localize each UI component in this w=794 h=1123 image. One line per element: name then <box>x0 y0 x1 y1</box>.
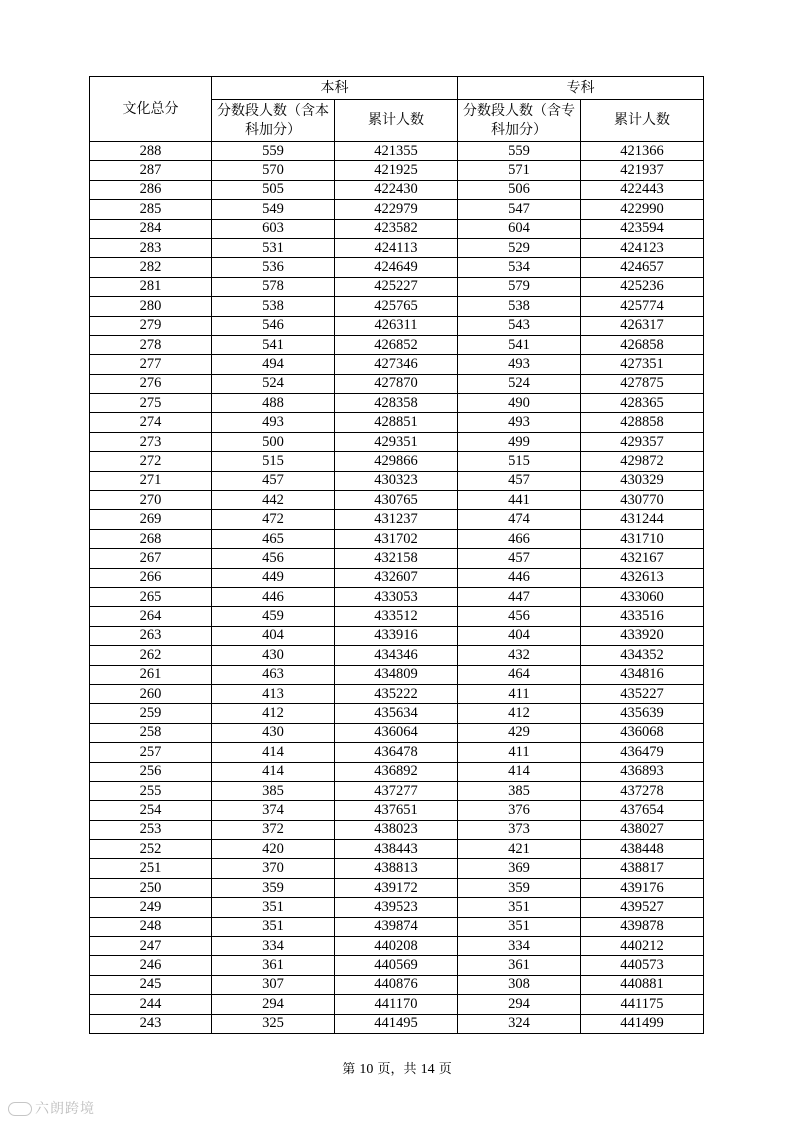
cell-benke-count: 456 <box>212 549 335 568</box>
table-row <box>90 917 704 936</box>
cell-score: 256 <box>90 762 212 781</box>
cell-zhuanke-count: 466 <box>458 529 581 548</box>
cell-benke-cumulative: 435634 <box>335 704 458 723</box>
cell-zhuanke-count: 412 <box>458 704 581 723</box>
cell-zhuanke-cumulative: 425774 <box>581 297 704 316</box>
watermark <box>8 1098 95 1118</box>
cell-benke-cumulative: 440208 <box>335 937 458 956</box>
cell-benke-cumulative: 438443 <box>335 840 458 859</box>
cell-zhuanke-count: 457 <box>458 471 581 490</box>
table-row <box>90 432 704 451</box>
cell-score: 286 <box>90 180 212 199</box>
cell-benke-count: 359 <box>212 878 335 897</box>
cell-benke-count: 414 <box>212 762 335 781</box>
cell-score: 280 <box>90 297 212 316</box>
cell-zhuanke-cumulative: 423594 <box>581 219 704 238</box>
cell-score: 287 <box>90 161 212 180</box>
table-row <box>90 781 704 800</box>
cell-zhuanke-cumulative: 435639 <box>581 704 704 723</box>
cell-benke-count: 472 <box>212 510 335 529</box>
table-row <box>90 878 704 897</box>
cell-zhuanke-cumulative: 430329 <box>581 471 704 490</box>
cell-zhuanke-cumulative: 422443 <box>581 180 704 199</box>
cell-benke-cumulative: 439172 <box>335 878 458 897</box>
cell-zhuanke-count: 334 <box>458 937 581 956</box>
cell-zhuanke-count: 411 <box>458 684 581 703</box>
cell-zhuanke-cumulative: 424657 <box>581 258 704 277</box>
cell-zhuanke-cumulative: 439878 <box>581 917 704 936</box>
cell-benke-count: 294 <box>212 995 335 1014</box>
cell-benke-cumulative: 428851 <box>335 413 458 432</box>
cell-score: 259 <box>90 704 212 723</box>
header-score: 文化总分 <box>90 77 212 142</box>
cell-zhuanke-cumulative: 437278 <box>581 781 704 800</box>
table-row <box>90 587 704 606</box>
cell-benke-count: 493 <box>212 413 335 432</box>
cell-zhuanke-cumulative: 441499 <box>581 1014 704 1033</box>
cell-score: 264 <box>90 607 212 626</box>
cell-score: 244 <box>90 995 212 1014</box>
page-footer <box>0 1058 794 1078</box>
cell-benke-count: 546 <box>212 316 335 335</box>
table-row <box>90 995 704 1014</box>
table-row <box>90 355 704 374</box>
cell-benke-cumulative: 438023 <box>335 820 458 839</box>
cell-benke-count: 515 <box>212 452 335 471</box>
cell-benke-count: 442 <box>212 491 335 510</box>
cell-zhuanke-count: 571 <box>458 161 581 180</box>
cell-benke-cumulative: 441495 <box>335 1014 458 1033</box>
cell-zhuanke-count: 421 <box>458 840 581 859</box>
cell-benke-cumulative: 431237 <box>335 510 458 529</box>
cell-score: 275 <box>90 394 212 413</box>
score-distribution-table <box>89 76 704 1034</box>
cell-score: 279 <box>90 316 212 335</box>
cell-zhuanke-cumulative: 427875 <box>581 374 704 393</box>
cell-zhuanke-cumulative: 441175 <box>581 995 704 1014</box>
cell-score: 277 <box>90 355 212 374</box>
table-row <box>90 801 704 820</box>
cell-benke-cumulative: 430323 <box>335 471 458 490</box>
table-row <box>90 549 704 568</box>
cell-zhuanke-count: 493 <box>458 413 581 432</box>
cell-score: 266 <box>90 568 212 587</box>
cell-benke-count: 524 <box>212 374 335 393</box>
header-benke-cumulative: 累计人数 <box>335 100 458 142</box>
cell-benke-count: 457 <box>212 471 335 490</box>
cell-zhuanke-cumulative: 439527 <box>581 898 704 917</box>
cell-score: 288 <box>90 142 212 161</box>
cell-benke-count: 420 <box>212 840 335 859</box>
cell-benke-count: 541 <box>212 335 335 354</box>
table-row <box>90 975 704 994</box>
cell-zhuanke-count: 441 <box>458 491 581 510</box>
footer-middle: 页，共 <box>377 1062 417 1077</box>
cell-score: 265 <box>90 587 212 606</box>
cell-benke-cumulative: 435222 <box>335 684 458 703</box>
table-row <box>90 277 704 296</box>
cell-benke-cumulative: 421925 <box>335 161 458 180</box>
header-zhuanke: 专科 <box>458 77 704 100</box>
cell-benke-cumulative: 434346 <box>335 646 458 665</box>
cell-benke-cumulative: 436064 <box>335 723 458 742</box>
cell-score: 281 <box>90 277 212 296</box>
cell-zhuanke-cumulative: 431710 <box>581 529 704 548</box>
cell-score: 282 <box>90 258 212 277</box>
cell-benke-cumulative: 427870 <box>335 374 458 393</box>
cell-benke-cumulative: 422979 <box>335 200 458 219</box>
cell-score: 276 <box>90 374 212 393</box>
cell-benke-count: 538 <box>212 297 335 316</box>
table-row <box>90 510 704 529</box>
cell-zhuanke-count: 559 <box>458 142 581 161</box>
cell-zhuanke-cumulative: 434352 <box>581 646 704 665</box>
cell-zhuanke-count: 529 <box>458 238 581 257</box>
cell-zhuanke-count: 308 <box>458 975 581 994</box>
cell-score: 284 <box>90 219 212 238</box>
cell-score: 285 <box>90 200 212 219</box>
cell-benke-count: 404 <box>212 626 335 645</box>
cell-zhuanke-count: 579 <box>458 277 581 296</box>
cell-score: 257 <box>90 743 212 762</box>
cell-zhuanke-count: 524 <box>458 374 581 393</box>
cell-benke-count: 414 <box>212 743 335 762</box>
cell-zhuanke-cumulative: 438448 <box>581 840 704 859</box>
table-row <box>90 258 704 277</box>
cell-zhuanke-cumulative: 434816 <box>581 665 704 684</box>
cell-zhuanke-cumulative: 425236 <box>581 277 704 296</box>
cell-score: 245 <box>90 975 212 994</box>
cell-zhuanke-cumulative: 430770 <box>581 491 704 510</box>
cell-benke-cumulative: 424113 <box>335 238 458 257</box>
cell-benke-count: 603 <box>212 219 335 238</box>
table-row <box>90 142 704 161</box>
cell-zhuanke-count: 351 <box>458 898 581 917</box>
cell-zhuanke-count: 404 <box>458 626 581 645</box>
cell-benke-cumulative: 421355 <box>335 142 458 161</box>
cell-score: 260 <box>90 684 212 703</box>
table-row <box>90 626 704 645</box>
cell-score: 263 <box>90 626 212 645</box>
table-row <box>90 743 704 762</box>
cell-zhuanke-count: 369 <box>458 859 581 878</box>
footer-suffix: 页 <box>438 1062 452 1077</box>
cell-zhuanke-cumulative: 432613 <box>581 568 704 587</box>
cell-benke-count: 465 <box>212 529 335 548</box>
table-row <box>90 374 704 393</box>
cell-benke-count: 351 <box>212 917 335 936</box>
table-row <box>90 859 704 878</box>
watermark-text: 六朗跨境 <box>35 1101 95 1117</box>
cell-benke-cumulative: 426852 <box>335 335 458 354</box>
cell-score: 252 <box>90 840 212 859</box>
cell-benke-count: 549 <box>212 200 335 219</box>
cell-zhuanke-cumulative: 436893 <box>581 762 704 781</box>
cell-zhuanke-cumulative: 432167 <box>581 549 704 568</box>
cell-zhuanke-count: 543 <box>458 316 581 335</box>
cell-benke-count: 361 <box>212 956 335 975</box>
cell-zhuanke-cumulative: 431244 <box>581 510 704 529</box>
cell-zhuanke-cumulative: 438817 <box>581 859 704 878</box>
cell-benke-count: 334 <box>212 937 335 956</box>
cell-benke-cumulative: 441170 <box>335 995 458 1014</box>
cell-score: 247 <box>90 937 212 956</box>
cell-benke-count: 372 <box>212 820 335 839</box>
cell-zhuanke-cumulative: 433060 <box>581 587 704 606</box>
cell-score: 248 <box>90 917 212 936</box>
cell-benke-count: 500 <box>212 432 335 451</box>
cell-benke-cumulative: 425227 <box>335 277 458 296</box>
table-row <box>90 335 704 354</box>
cell-benke-cumulative: 436892 <box>335 762 458 781</box>
cell-zhuanke-cumulative: 433516 <box>581 607 704 626</box>
header-benke-count: 分数段人数（含本科加分） <box>212 100 335 142</box>
cell-zhuanke-count: 456 <box>458 607 581 626</box>
cell-benke-cumulative: 433053 <box>335 587 458 606</box>
cell-benke-cumulative: 438813 <box>335 859 458 878</box>
cell-zhuanke-count: 446 <box>458 568 581 587</box>
table-row <box>90 840 704 859</box>
cell-benke-cumulative: 428358 <box>335 394 458 413</box>
cell-zhuanke-cumulative: 429872 <box>581 452 704 471</box>
cell-zhuanke-count: 538 <box>458 297 581 316</box>
table-row <box>90 684 704 703</box>
cell-benke-cumulative: 437277 <box>335 781 458 800</box>
cell-benke-count: 559 <box>212 142 335 161</box>
cell-zhuanke-count: 474 <box>458 510 581 529</box>
cell-zhuanke-cumulative: 439176 <box>581 878 704 897</box>
cell-zhuanke-cumulative: 428858 <box>581 413 704 432</box>
cell-benke-count: 531 <box>212 238 335 257</box>
cell-score: 283 <box>90 238 212 257</box>
cell-benke-cumulative: 429351 <box>335 432 458 451</box>
cell-benke-count: 370 <box>212 859 335 878</box>
cell-zhuanke-count: 499 <box>458 432 581 451</box>
table-row <box>90 529 704 548</box>
cell-zhuanke-cumulative: 440881 <box>581 975 704 994</box>
cell-zhuanke-cumulative: 426858 <box>581 335 704 354</box>
table-row <box>90 898 704 917</box>
cell-zhuanke-count: 414 <box>458 762 581 781</box>
table-row <box>90 646 704 665</box>
cell-benke-count: 307 <box>212 975 335 994</box>
cell-benke-count: 446 <box>212 587 335 606</box>
cell-zhuanke-count: 432 <box>458 646 581 665</box>
table-row <box>90 607 704 626</box>
cell-benke-count: 494 <box>212 355 335 374</box>
cell-score: 258 <box>90 723 212 742</box>
table-row <box>90 568 704 587</box>
cell-zhuanke-cumulative: 427351 <box>581 355 704 374</box>
cell-zhuanke-cumulative: 429357 <box>581 432 704 451</box>
cell-score: 273 <box>90 432 212 451</box>
cell-score: 249 <box>90 898 212 917</box>
cell-benke-count: 374 <box>212 801 335 820</box>
cell-zhuanke-count: 359 <box>458 878 581 897</box>
table-row <box>90 161 704 180</box>
cell-zhuanke-count: 464 <box>458 665 581 684</box>
cell-benke-cumulative: 439874 <box>335 917 458 936</box>
table-row <box>90 665 704 684</box>
cell-zhuanke-count: 493 <box>458 355 581 374</box>
cell-score: 255 <box>90 781 212 800</box>
footer-prefix: 第 <box>342 1062 356 1077</box>
table-row <box>90 316 704 335</box>
cell-zhuanke-count: 515 <box>458 452 581 471</box>
cell-benke-cumulative: 427346 <box>335 355 458 374</box>
cell-zhuanke-cumulative: 426317 <box>581 316 704 335</box>
cell-score: 274 <box>90 413 212 432</box>
table-row <box>90 452 704 471</box>
cell-benke-cumulative: 434809 <box>335 665 458 684</box>
cell-zhuanke-cumulative: 438027 <box>581 820 704 839</box>
cell-zhuanke-cumulative: 428365 <box>581 394 704 413</box>
cell-score: 246 <box>90 956 212 975</box>
cell-score: 268 <box>90 529 212 548</box>
cell-zhuanke-cumulative: 433920 <box>581 626 704 645</box>
logo-icon <box>8 1102 32 1116</box>
table-row <box>90 413 704 432</box>
table-row <box>90 238 704 257</box>
cell-score: 270 <box>90 491 212 510</box>
cell-benke-cumulative: 432607 <box>335 568 458 587</box>
cell-benke-cumulative: 439523 <box>335 898 458 917</box>
cell-zhuanke-cumulative: 421366 <box>581 142 704 161</box>
cell-benke-cumulative: 433916 <box>335 626 458 645</box>
cell-zhuanke-count: 411 <box>458 743 581 762</box>
cell-score: 254 <box>90 801 212 820</box>
header-zhuanke-cumulative: 累计人数 <box>581 100 704 142</box>
cell-benke-count: 325 <box>212 1014 335 1033</box>
cell-zhuanke-cumulative: 421937 <box>581 161 704 180</box>
cell-zhuanke-count: 506 <box>458 180 581 199</box>
cell-benke-cumulative: 424649 <box>335 258 458 277</box>
cell-zhuanke-cumulative: 440573 <box>581 956 704 975</box>
cell-benke-cumulative: 433512 <box>335 607 458 626</box>
table-body <box>90 142 704 1034</box>
cell-zhuanke-cumulative: 440212 <box>581 937 704 956</box>
table-row <box>90 937 704 956</box>
table-row <box>90 956 704 975</box>
table-row <box>90 297 704 316</box>
footer-current-page: 10 <box>359 1062 374 1077</box>
header-benke: 本科 <box>212 77 458 100</box>
cell-benke-cumulative: 423582 <box>335 219 458 238</box>
table-row <box>90 471 704 490</box>
cell-zhuanke-cumulative: 436068 <box>581 723 704 742</box>
table-row <box>90 394 704 413</box>
table-row <box>90 491 704 510</box>
cell-zhuanke-count: 547 <box>458 200 581 219</box>
table-row <box>90 762 704 781</box>
cell-benke-count: 459 <box>212 607 335 626</box>
cell-zhuanke-count: 361 <box>458 956 581 975</box>
table-row <box>90 704 704 723</box>
cell-benke-cumulative: 430765 <box>335 491 458 510</box>
cell-score: 267 <box>90 549 212 568</box>
cell-zhuanke-count: 534 <box>458 258 581 277</box>
cell-benke-cumulative: 437651 <box>335 801 458 820</box>
cell-zhuanke-count: 541 <box>458 335 581 354</box>
header-row-1 <box>90 77 704 100</box>
cell-benke-cumulative: 440569 <box>335 956 458 975</box>
cell-score: 272 <box>90 452 212 471</box>
cell-benke-count: 412 <box>212 704 335 723</box>
cell-zhuanke-count: 376 <box>458 801 581 820</box>
cell-zhuanke-cumulative: 435227 <box>581 684 704 703</box>
footer-total-pages: 14 <box>420 1062 435 1077</box>
cell-benke-count: 463 <box>212 665 335 684</box>
cell-score: 253 <box>90 820 212 839</box>
cell-benke-cumulative: 422430 <box>335 180 458 199</box>
cell-zhuanke-count: 457 <box>458 549 581 568</box>
cell-benke-count: 385 <box>212 781 335 800</box>
cell-score: 243 <box>90 1014 212 1033</box>
table-row <box>90 723 704 742</box>
cell-zhuanke-count: 429 <box>458 723 581 742</box>
cell-benke-cumulative: 432158 <box>335 549 458 568</box>
cell-zhuanke-count: 604 <box>458 219 581 238</box>
cell-benke-count: 430 <box>212 723 335 742</box>
cell-benke-cumulative: 440876 <box>335 975 458 994</box>
cell-score: 251 <box>90 859 212 878</box>
table-row <box>90 820 704 839</box>
header-zhuanke-count: 分数段人数（含专科加分） <box>458 100 581 142</box>
cell-zhuanke-count: 373 <box>458 820 581 839</box>
cell-benke-cumulative: 431702 <box>335 529 458 548</box>
cell-benke-count: 430 <box>212 646 335 665</box>
cell-benke-count: 578 <box>212 277 335 296</box>
cell-score: 250 <box>90 878 212 897</box>
cell-benke-count: 449 <box>212 568 335 587</box>
cell-benke-count: 351 <box>212 898 335 917</box>
cell-zhuanke-cumulative: 437654 <box>581 801 704 820</box>
table-row <box>90 200 704 219</box>
cell-benke-count: 536 <box>212 258 335 277</box>
cell-score: 278 <box>90 335 212 354</box>
cell-benke-cumulative: 436478 <box>335 743 458 762</box>
cell-benke-count: 488 <box>212 394 335 413</box>
cell-zhuanke-count: 324 <box>458 1014 581 1033</box>
cell-benke-cumulative: 425765 <box>335 297 458 316</box>
score-distribution-table-wrapper <box>89 76 703 1034</box>
cell-benke-cumulative: 426311 <box>335 316 458 335</box>
cell-score: 269 <box>90 510 212 529</box>
table-row <box>90 1014 704 1033</box>
cell-zhuanke-count: 385 <box>458 781 581 800</box>
cell-zhuanke-cumulative: 424123 <box>581 238 704 257</box>
cell-benke-count: 505 <box>212 180 335 199</box>
cell-zhuanke-count: 447 <box>458 587 581 606</box>
cell-score: 261 <box>90 665 212 684</box>
cell-zhuanke-cumulative: 422990 <box>581 200 704 219</box>
cell-benke-count: 413 <box>212 684 335 703</box>
cell-zhuanke-count: 294 <box>458 995 581 1014</box>
cell-benke-cumulative: 429866 <box>335 452 458 471</box>
cell-zhuanke-count: 490 <box>458 394 581 413</box>
table-row <box>90 219 704 238</box>
cell-score: 262 <box>90 646 212 665</box>
cell-benke-count: 570 <box>212 161 335 180</box>
table-row <box>90 180 704 199</box>
cell-zhuanke-count: 351 <box>458 917 581 936</box>
cell-score: 271 <box>90 471 212 490</box>
cell-zhuanke-cumulative: 436479 <box>581 743 704 762</box>
